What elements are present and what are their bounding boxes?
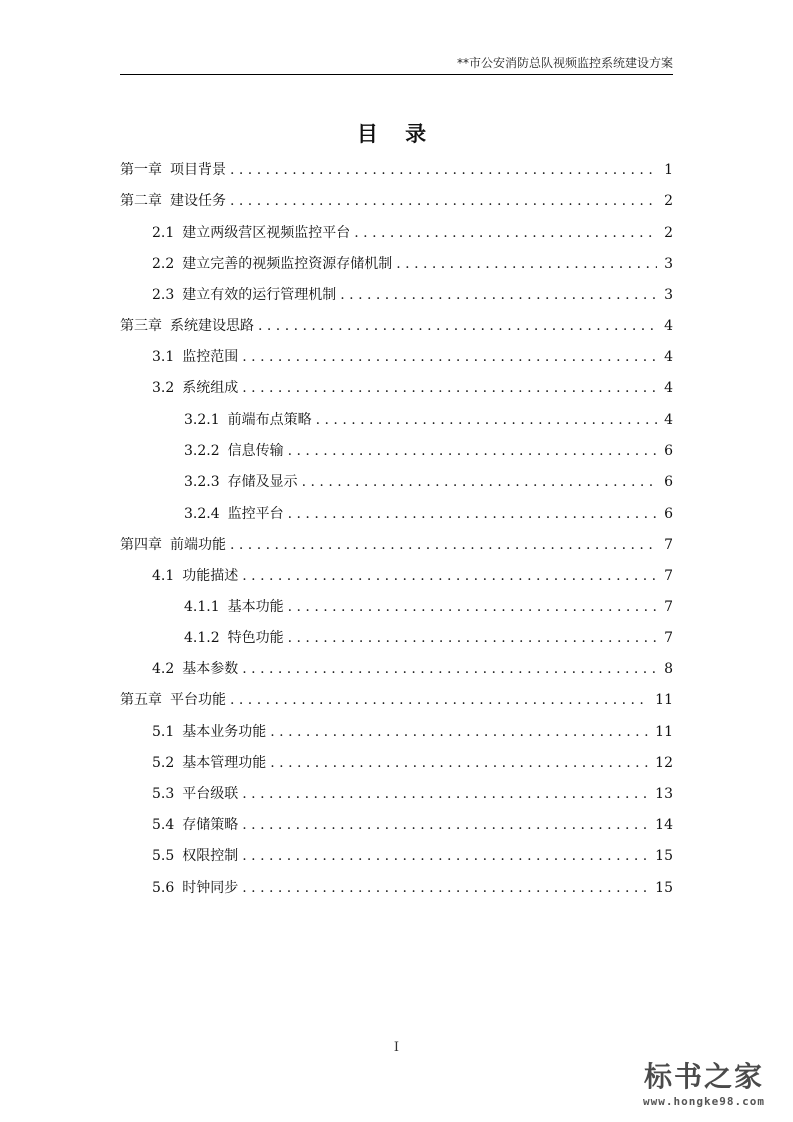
toc-label: 前端布点策略	[227, 412, 312, 428]
toc-entry[interactable]	[152, 879, 673, 897]
toc-label: 存储及显示	[227, 474, 298, 490]
toc-entry[interactable]	[184, 411, 673, 429]
toc-entry[interactable]	[120, 691, 673, 709]
toc-page-number: 8	[664, 661, 673, 677]
toc-label: 信息传输	[227, 443, 284, 459]
dot-leader	[288, 442, 657, 460]
toc-entry[interactable]	[120, 192, 673, 210]
toc-page-number: 7	[664, 568, 673, 584]
toc-label: 基本参数	[182, 661, 239, 677]
dot-leader	[340, 286, 657, 304]
dot-leader	[230, 161, 657, 179]
page-number-footer: I	[393, 1040, 400, 1055]
toc-page-number: 6	[664, 474, 673, 490]
toc-page-number: 4	[664, 412, 673, 428]
toc-number: 3.2.3	[184, 474, 220, 490]
toc-entry[interactable]	[152, 723, 673, 741]
toc-title: 目 录	[356, 122, 437, 146]
toc-page-number: 4	[664, 318, 673, 334]
toc-page-number: 13	[655, 786, 673, 802]
watermark-url: www.hongke98.com	[643, 1095, 765, 1108]
dot-leader	[396, 255, 657, 273]
toc-entry[interactable]	[152, 255, 673, 273]
toc-label: 平台功能	[170, 692, 226, 708]
toc-number: 第五章	[120, 692, 162, 708]
toc-label: 前端功能	[170, 537, 226, 553]
toc-number: 5.3	[152, 786, 175, 802]
dot-leader	[288, 629, 657, 647]
toc-label: 基本功能	[227, 599, 284, 615]
toc-entry[interactable]	[152, 286, 673, 304]
toc-page-number: 12	[655, 755, 673, 771]
toc-entry[interactable]	[152, 847, 673, 865]
toc-page-number: 11	[655, 724, 673, 740]
dot-leader	[258, 317, 657, 335]
dot-leader	[270, 723, 649, 741]
toc-number: 3.2.1	[184, 412, 220, 428]
toc-label: 功能描述	[182, 568, 239, 584]
toc-label: 特色功能	[227, 630, 284, 646]
dot-leader	[270, 754, 649, 772]
toc-number: 3.2.4	[184, 506, 220, 522]
toc-label: 权限控制	[182, 848, 239, 864]
toc-entry[interactable]	[152, 567, 673, 585]
dot-leader	[316, 411, 657, 429]
toc-number: 2.2	[152, 256, 175, 272]
dot-leader	[242, 847, 649, 865]
toc-page-number: 15	[655, 880, 673, 896]
dot-leader	[302, 473, 657, 491]
toc-entry[interactable]	[120, 317, 673, 335]
toc-label: 建立有效的运行管理机制	[182, 287, 337, 303]
toc-number: 4.2	[152, 661, 175, 677]
dot-leader	[242, 879, 649, 897]
toc-label: 系统组成	[182, 380, 239, 396]
toc-label: 存储策略	[182, 817, 239, 833]
toc-number: 4.1.1	[184, 599, 220, 615]
dot-leader	[354, 224, 657, 242]
toc-label: 基本业务功能	[182, 724, 267, 740]
dot-leader	[242, 348, 657, 366]
toc-page-number: 15	[655, 848, 673, 864]
toc-label: 项目背景	[170, 162, 226, 178]
toc-number: 4.1	[152, 568, 175, 584]
toc-page-number: 2	[664, 193, 673, 209]
toc-label: 监控范围	[182, 349, 239, 365]
toc-page-number: 7	[664, 599, 673, 615]
toc-entry[interactable]	[152, 224, 673, 242]
dot-leader	[242, 567, 657, 585]
dot-leader	[230, 536, 657, 554]
toc-number: 5.6	[152, 880, 175, 896]
toc-entry[interactable]	[184, 505, 673, 523]
toc-entry[interactable]	[120, 161, 673, 179]
dot-leader	[230, 691, 649, 709]
running-header: **市公安消防总队视频监控系统建设方案	[456, 56, 673, 70]
toc-number: 3.2.2	[184, 443, 220, 459]
dot-leader	[288, 598, 657, 616]
toc-page-number: 1	[664, 162, 673, 178]
toc-entry[interactable]	[152, 816, 673, 834]
toc-label: 建设任务	[170, 193, 226, 209]
toc-number: 3.2	[152, 380, 175, 396]
toc-page-number: 4	[664, 349, 673, 365]
toc-entry[interactable]	[152, 379, 673, 397]
toc-label: 时钟同步	[182, 880, 239, 896]
toc-number: 第二章	[120, 193, 162, 209]
toc-number: 5.2	[152, 755, 175, 771]
toc-page-number: 6	[664, 443, 673, 459]
toc-page-number: 2	[664, 225, 673, 241]
dot-leader	[242, 816, 649, 834]
toc-entry[interactable]	[152, 348, 673, 366]
toc-number: 3.1	[152, 349, 175, 365]
toc-entry[interactable]	[152, 785, 673, 803]
dot-leader	[242, 785, 649, 803]
toc-label: 建立完善的视频监控资源存储机制	[182, 256, 393, 272]
toc-label: 基本管理功能	[182, 755, 267, 771]
toc-number: 第一章	[120, 162, 162, 178]
toc-entry[interactable]	[184, 473, 673, 491]
toc-page-number: 11	[655, 692, 673, 708]
dot-leader	[230, 192, 657, 210]
toc-label: 监控平台	[227, 506, 284, 522]
toc-number: 2.1	[152, 225, 175, 241]
toc-entry[interactable]	[120, 536, 673, 554]
toc-page-number: 3	[664, 287, 673, 303]
toc-label: 系统建设思路	[170, 318, 254, 334]
dot-leader	[288, 505, 657, 523]
toc-entry[interactable]	[152, 660, 673, 678]
watermark-logo: 标书之家	[643, 1060, 764, 1093]
toc-entry[interactable]	[184, 598, 673, 616]
toc-label: 建立两级营区视频监控平台	[182, 225, 351, 241]
toc-number: 5.5	[152, 848, 175, 864]
toc-number: 5.1	[152, 724, 175, 740]
toc-page-number: 6	[664, 506, 673, 522]
toc-page-number: 4	[664, 380, 673, 396]
toc-number: 第四章	[120, 537, 162, 553]
toc-number: 2.3	[152, 287, 175, 303]
toc-number: 5.4	[152, 817, 175, 833]
toc-number: 4.1.2	[184, 630, 220, 646]
toc-entry[interactable]	[184, 442, 673, 460]
toc-page-number: 7	[664, 630, 673, 646]
toc-page-number: 3	[664, 256, 673, 272]
toc-number: 第三章	[120, 318, 162, 334]
dot-leader	[242, 660, 657, 678]
toc-page-number: 7	[664, 537, 673, 553]
toc-entry[interactable]	[152, 754, 673, 772]
watermark	[629, 1055, 779, 1108]
toc-label: 平台级联	[182, 786, 239, 802]
dot-leader	[242, 379, 657, 397]
toc-page-number: 14	[655, 817, 673, 833]
toc-entry[interactable]	[184, 629, 673, 647]
